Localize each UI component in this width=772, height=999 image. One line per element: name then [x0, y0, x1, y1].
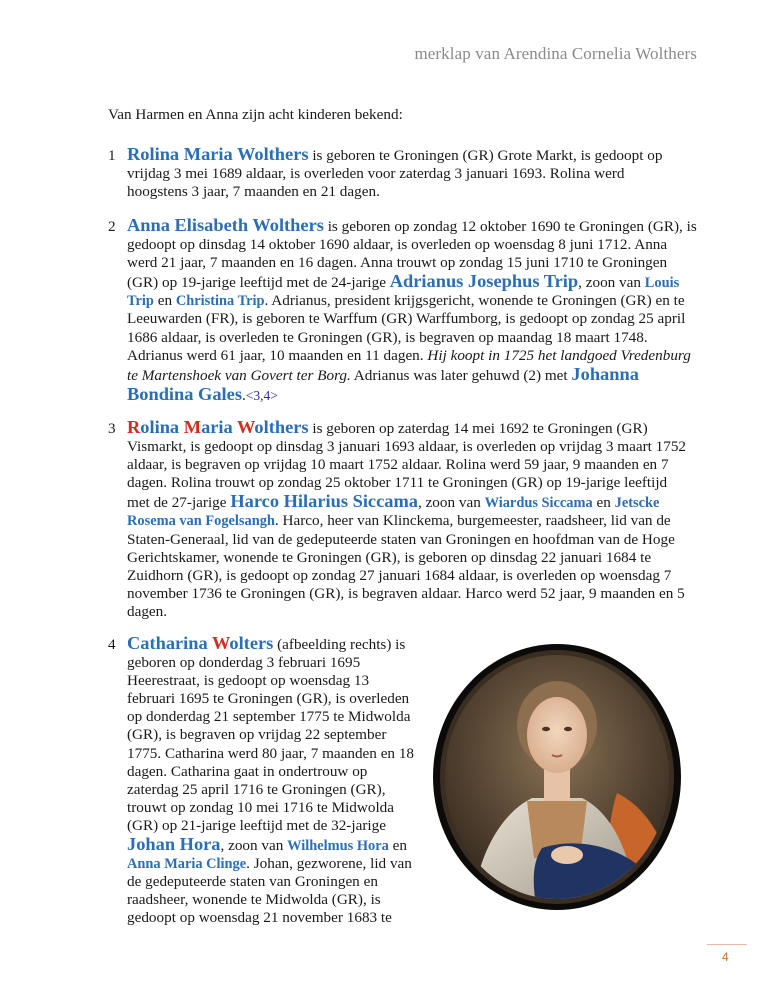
entry-text: Catharina Wolters (afbeelding rechts) is geboren op donderdag 3 februari 1695 Heerestraat, is gedoopt op woensdag 13 februari 1695 te Groningen (GR), is overleden op donderdag 21 september 1775 te Midwolda (GR), is begraven op vrijdag 22 september 1775. Catharina werd 80 jaar, 7 maanden en 18 dagen. Catharina gaat in ondertrouw op zaterdag 25 april 1716 te Groningen (GR), trouwt op zondag 10 mei 1716 te Midwolda (GR) op 21-jarige leeftijd met de 32-jarige Johan Hora, zoon van Wilhelmus Hora en Anna Maria Clinge. Johan, gezworene, lid van de gedeputeerde staten van Groningen en raadsheer, wonende te Midwolda (GR), is gedoopt op woensdag 21 november 1683 te	[127, 633, 415, 927]
intro-text: Van Harmen en Anna zijn acht kinderen bekend:	[108, 106, 403, 123]
entry-text: Anna Elisabeth Wolthers is geboren op zondag 12 oktober 1690 te Groningen (GR), is gedoopt op dinsdag 14 oktober 1690 aldaar, is overleden op woensdag 8 juni 1712. Anna werd 21 jaar, 7 maanden en 16 dagen. Anna trouwt op zondag 15 juni 1710 te Groningen (GR) op 19-jarige leeftijd met de 24-jarige Adrianus Josephus Trip, zoon van Louis Trip en Christina Trip. Adrianus, president krijgsgericht, wonende te Groningen (GR) en te Leeuwarden (FR), is geboren te Warffum (GR) Warffumborg, is gedoopt op zondag 25 april 1686 aldaar, is overleden te Groningen (GR), is begraven op maandag 18 maart 1748. Adrianus werd 61 jaar, 10 maanden en 11 dagen. Hij koopt in 1725 het landgoed Vredenburg te Martenshoek van Govert ter Borg. Adrianus was later gehuwd (2) met Johanna Bondina Gales.<3,4>	[127, 215, 697, 404]
running-header: merklap van Arendina Cornelia Wolthers	[414, 44, 697, 63]
page-number-rule	[707, 944, 747, 945]
mother-name: Christina Trip	[175, 293, 265, 310]
entry-number: 1	[108, 147, 116, 164]
page-number: 4	[722, 950, 729, 964]
entry-text: Rolina Maria Wolthers is geboren te Groningen (GR) Grote Markt, is gedoopt op vrijdag 3 mei 1689 aldaar, is overleden voor zaterdag 3 januari 1693. Rolina werd hoogstens 3 jaar, 7 maanden en 21 dagen.	[127, 144, 663, 201]
child-name: Rolina Maria Wolthers	[127, 144, 309, 164]
child-name: Catharina Wolters	[127, 633, 274, 653]
father-name: Louis Trip	[127, 275, 680, 310]
spouse-name: Johan Hora	[127, 834, 221, 855]
child-entry-3	[108, 418, 693, 621]
father-name: Wiardus Siccama	[484, 495, 593, 512]
second-spouse-name: Johanna Bondina Gales	[127, 363, 639, 404]
mother-name: Anna Maria Clinge	[127, 856, 247, 873]
child-entry-4	[108, 634, 418, 928]
entry-number: 3	[108, 420, 116, 437]
father-name: Wilhelmus Hora	[287, 838, 389, 855]
spouse-name: Adrianus Josephus Trip	[389, 271, 579, 292]
child-name: Anna Elisabeth Wolthers	[127, 215, 324, 235]
source-reference: <3,4>	[245, 387, 278, 403]
mother-name: Jetscke Rosema van Fogelsangh	[127, 495, 660, 530]
entry-number: 2	[108, 218, 116, 235]
child-entry-1	[108, 145, 688, 201]
child-entry-2	[108, 216, 698, 405]
portrait-image	[432, 643, 682, 911]
entry-text: Rolina Maria Wolthers is geboren op zaterdag 14 mei 1692 te Groningen (GR) Vismarkt, is gedoopt op dinsdag 3 januari 1693 aldaar, is overleden op vrijdag 3 maart 1752 aldaar, is begraven op vrijdag 10 maart 1752 aldaar. Rolina werd 59 jaar, 9 maanden en 7 dagen. Rolina trouwt op zondag 25 oktober 1711 te Groningen (GR) op 19-jarige leeftijd met de 27-jarige Harco Hilarius Siccama, zoon van Wiardus Siccama en Jetscke Rosema van Fogelsangh. Harco, heer van Klinckema, burgemeester, raadsheer, lid van de Staten-Generaal, lid van de gedeputeerde staten van Groningen en hoofdman van de Hoge Gerichtskamer, wonende te Groningen (GR), is geboren op dinsdag 22 januari 1684 te Zuidhorn (GR), is gedoopt op zondag 27 januari 1684 aldaar, is overleden op woensdag 7 november 1736 te Groningen (GR), is begraven aldaar. Harco werd 52 jaar, 9 maanden en 5 dagen.	[127, 417, 687, 620]
spouse-name: Harco Hilarius Siccama	[230, 491, 418, 512]
italic-note: Hij koopt in 1725 het landgoed Vredenburg te Martenshoek van Govert ter Borg.	[127, 346, 691, 384]
entry-number: 4	[108, 636, 116, 653]
child-name: Rolina Maria Wolthers	[127, 417, 309, 437]
